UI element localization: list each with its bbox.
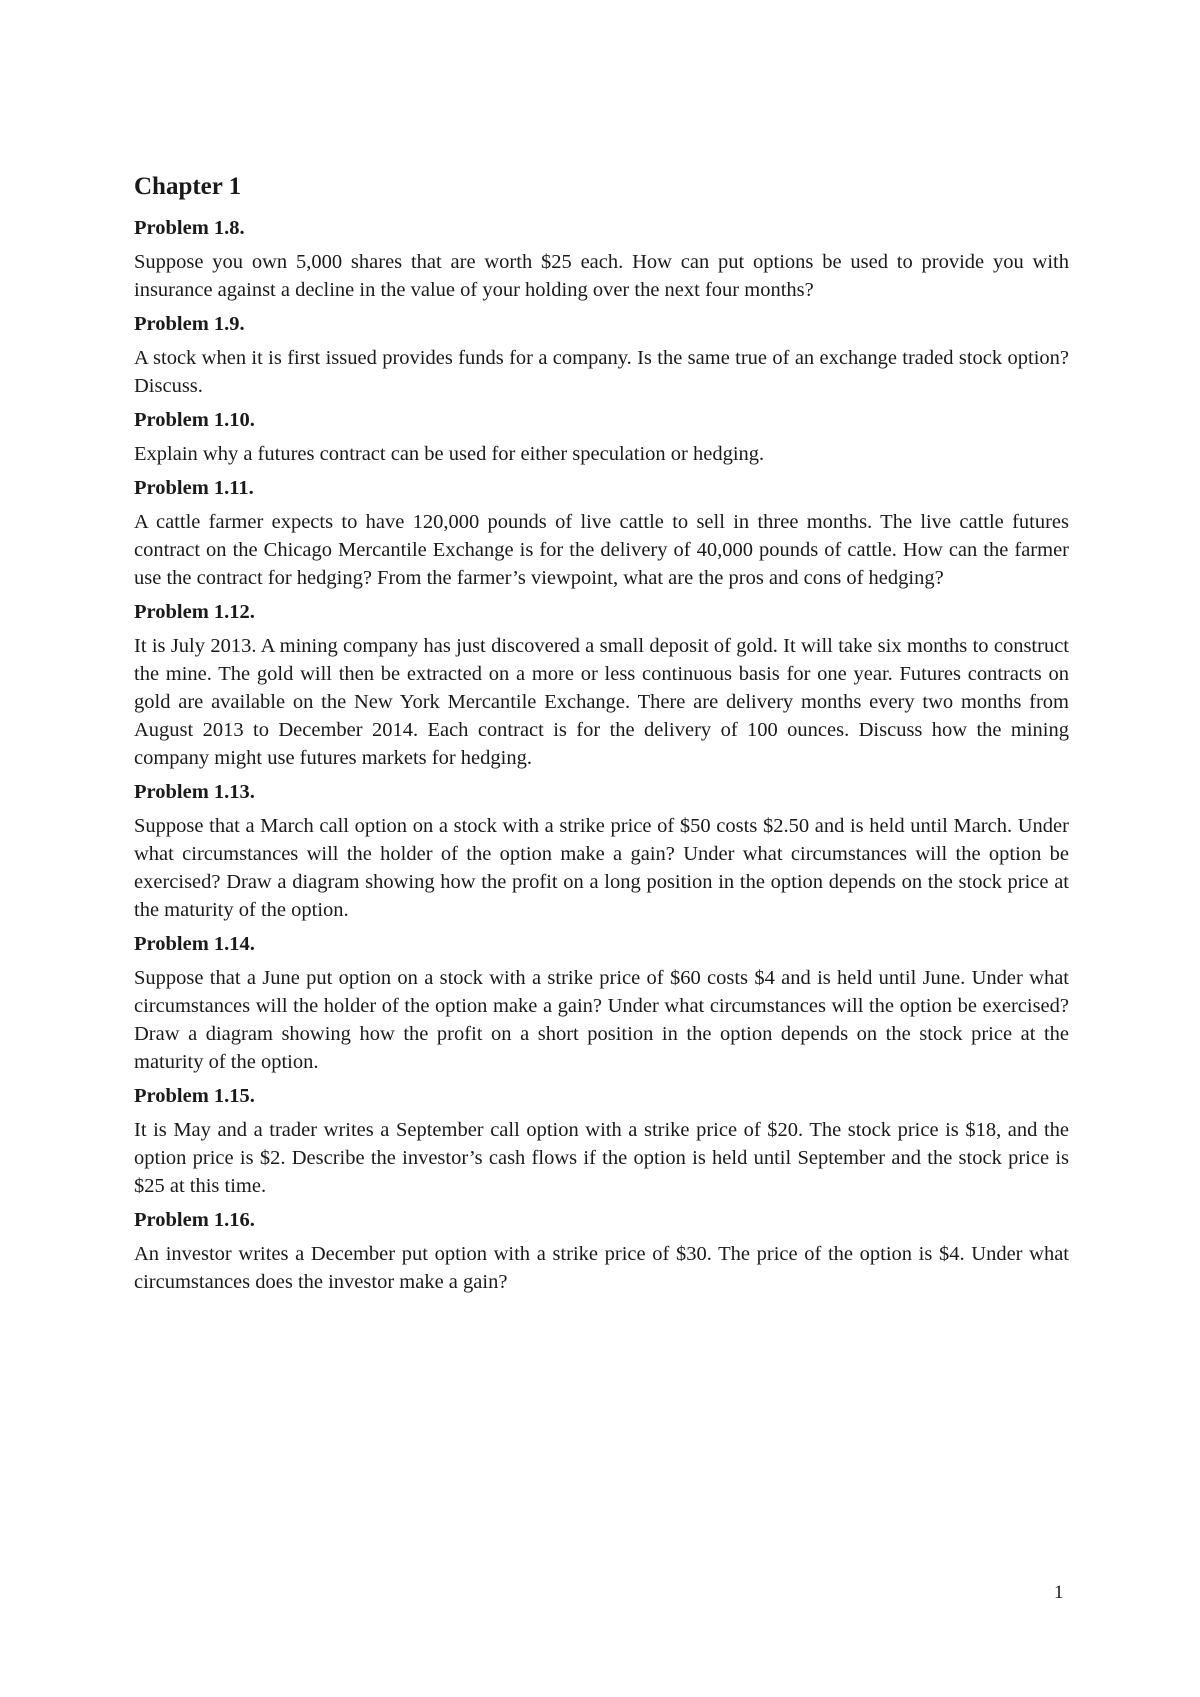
problem-text: It is May and a trader writes a September call option with a strike price of $20. The stock price is $18, and the option price is $2. Describe the investor’s cash flows if the option is held until September and the stock price is $25 at this time. [134,1119,1069,1197]
problem-text: A cattle farmer expects to have 120,000 pounds of live cattle to sell in three months. The live cattle futures contract on the Chicago Mercantile Exchange is for the delivery of 40,000 pounds of cattle. How can the farmer use the contract for hedging? From the farmer’s viewpoint, what are the pros and cons of hedging? [134,511,1069,589]
problem-text: Suppose you own 5,000 shares that are worth $25 each. How can put options be used to provide you with insurance against a decline in the value of your holding over the next four months? [134,251,1069,301]
problem-heading: Problem 1.12. [134,601,255,623]
problem-1-13 [134,780,1069,924]
problem-heading: Problem 1.15. [134,1085,255,1107]
problem-1-9 [134,312,1069,400]
problem-heading: Problem 1.11. [134,477,254,499]
problem-text: Explain why a futures contract can be used for either speculation or hedging. [134,443,765,465]
problem-text: An investor writes a December put option with a strike price of $30. The price of the option is $4. Under what circumstances does the investor make a gain? [134,1243,1069,1293]
problem-heading: Problem 1.16. [134,1209,255,1231]
problem-heading: Problem 1.10. [134,409,255,431]
chapter-title: Chapter 1 [134,173,242,200]
problem-text: A stock when it is first issued provides funds for a company. Is the same true of an exchange traded stock option? Discuss. [134,347,1069,397]
problem-1-14 [134,932,1069,1076]
problem-text: It is July 2013. A mining company has just discovered a small deposit of gold. It will take six months to construct the mine. The gold will then be extracted on a more or less continuous basis for one year. Futures contracts on gold are available on the New York Mercantile Exchange. There are delivery months every two months from August 2013 to December 2014. Each contract is for the delivery of 100 ounces. Discuss how the mining company might use futures markets for hedging. [134,635,1069,769]
problem-text: Suppose that a June put option on a stock with a strike price of $60 costs $4 and is held until June. Under what circumstances will the holder of the option make a gain? Under what circumstances will the option be exercised? Draw a diagram showing how the profit on a short position in the option depends on the stock price at the maturity of the option. [134,967,1069,1073]
page-number: 1 [1054,1582,1064,1603]
problem-1-12 [134,600,1069,772]
problem-1-16 [134,1208,1069,1296]
problem-1-10 [134,408,1069,468]
problem-heading: Problem 1.14. [134,933,255,955]
problem-heading: Problem 1.9. [134,313,245,335]
problem-1-15 [134,1084,1069,1200]
document-page [134,172,1069,1304]
problem-1-8 [134,216,1069,304]
problem-heading: Problem 1.13. [134,781,255,803]
problem-1-11 [134,476,1069,592]
problem-text: Suppose that a March call option on a stock with a strike price of $50 costs $2.50 and is held until March. Under what circumstances will the holder of the option make a gain? Under what circumstances will the option be exercised? Draw a diagram showing how the profit on a long position in the option depends on the stock price at the maturity of the option. [134,815,1069,921]
problem-heading: Problem 1.8. [134,217,245,239]
